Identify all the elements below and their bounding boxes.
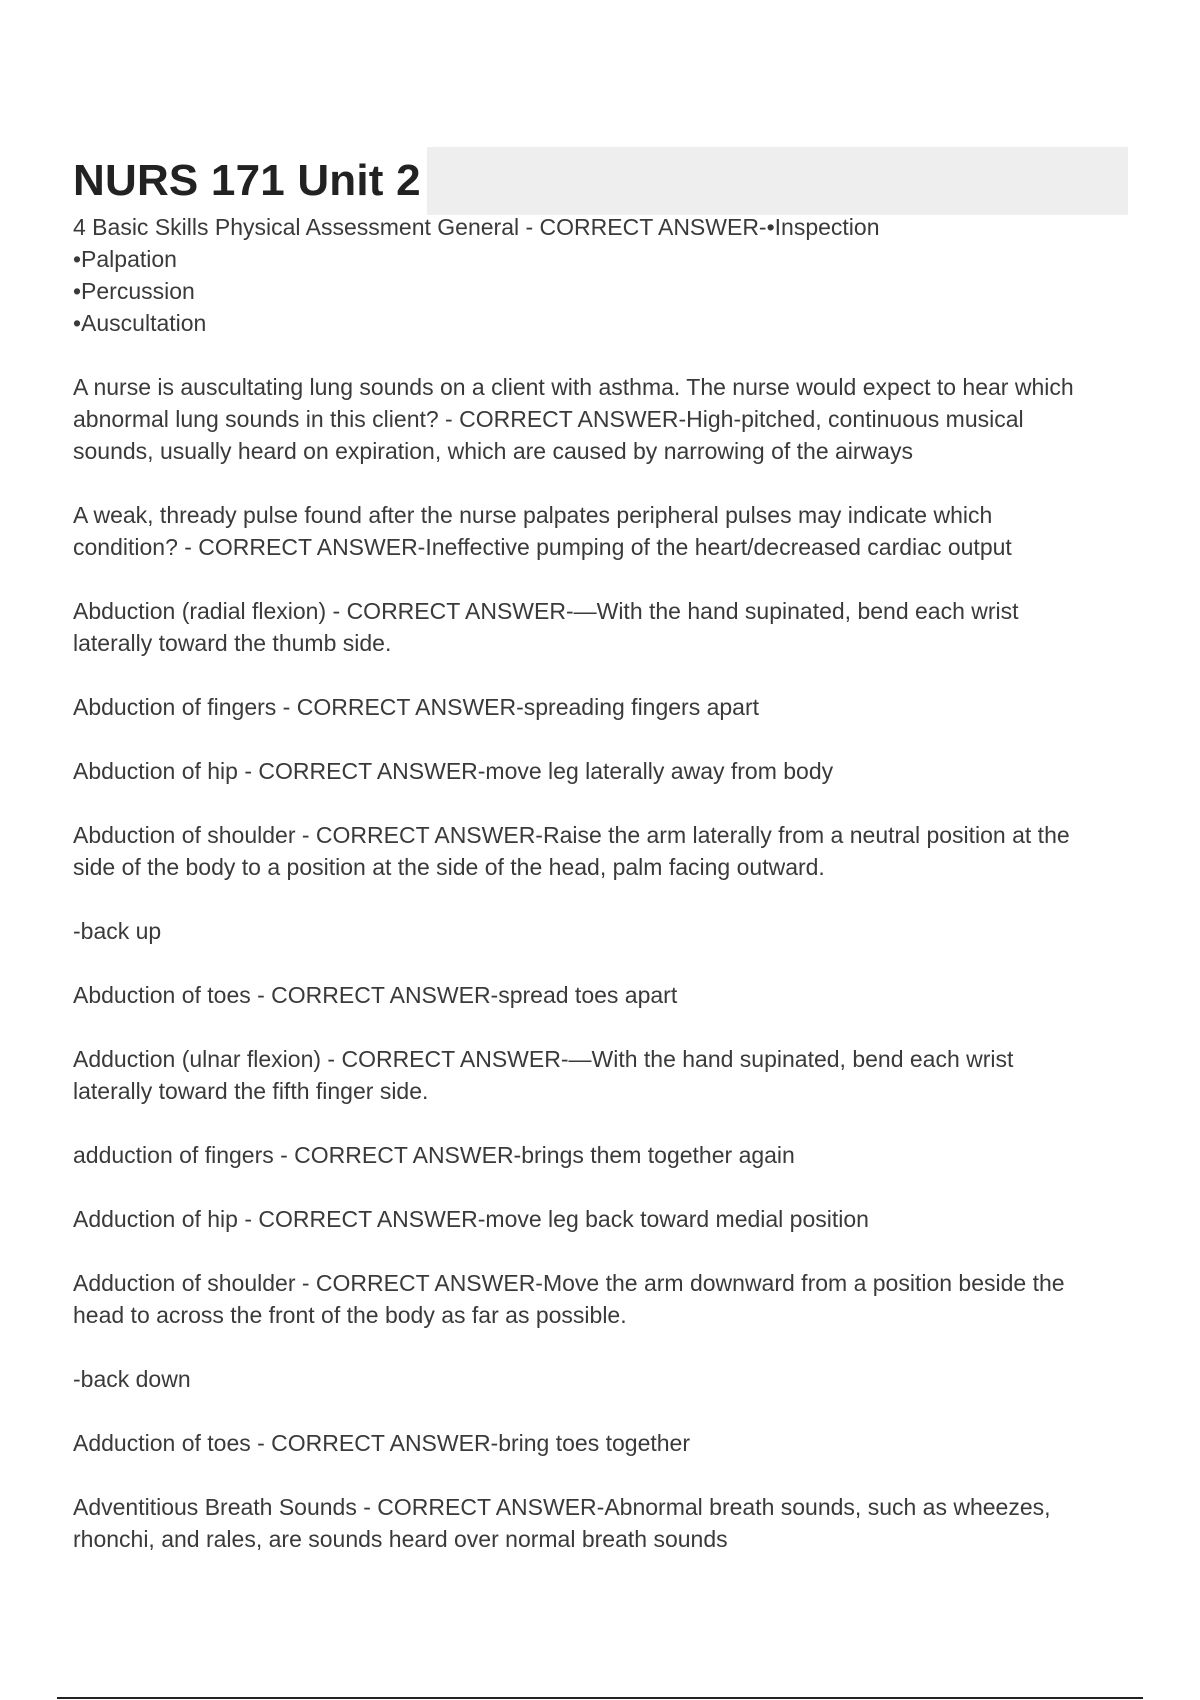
entry-line: sounds, usually heard on expiration, which are caused by narrowing of the airways: [73, 438, 913, 464]
entry-line: •Percussion: [73, 278, 195, 304]
qa-entry: [73, 979, 1133, 1011]
entry-line: •Auscultation: [73, 310, 207, 336]
entry-line: Adduction of hip - CORRECT ANSWER-move leg back toward medial position: [73, 1206, 869, 1232]
entry-line: Abduction of shoulder - CORRECT ANSWER-Raise the arm laterally from a neutral position at the: [73, 822, 1070, 848]
qa-entry: [73, 1363, 1133, 1395]
entry-line: adduction of fingers - CORRECT ANSWER-brings them together again: [73, 1142, 795, 1168]
qa-list: [73, 211, 1133, 1587]
entry-line: laterally toward the fifth finger side.: [73, 1078, 429, 1104]
entry-line: -back up: [73, 918, 162, 944]
entry-line: Adduction of toes - CORRECT ANSWER-bring toes together: [73, 1430, 691, 1456]
entry-line: Adventitious Breath Sounds - CORRECT ANSWER-Abnormal breath sounds, such as wheezes,: [73, 1494, 1051, 1520]
qa-entry: [73, 1427, 1133, 1459]
entry-line: Adduction (ulnar flexion) - CORRECT ANSWER-—With the hand supinated, bend each wrist: [73, 1046, 1014, 1072]
entry-line: Abduction of toes - CORRECT ANSWER-spread toes apart: [73, 982, 678, 1008]
entry-line: Abduction of hip - CORRECT ANSWER-move leg laterally away from body: [73, 758, 834, 784]
entry-line: rhonchi, and rales, are sounds heard over normal breath sounds: [73, 1526, 728, 1552]
qa-entry: [73, 819, 1133, 883]
entry-line: abnormal lung sounds in this client? - CORRECT ANSWER-High-pitched, continuous musical: [73, 406, 1024, 432]
entry-line: Adduction of shoulder - CORRECT ANSWER-Move the arm downward from a position beside the: [73, 1270, 1065, 1296]
qa-entry: [73, 1491, 1133, 1555]
entry-line: condition? - CORRECT ANSWER-Ineffective pumping of the heart/decreased cardiac output: [73, 534, 1012, 560]
qa-entry: [73, 595, 1133, 659]
qa-entry: [73, 691, 1133, 723]
footer-rule: [57, 1697, 1143, 1699]
qa-entry: [73, 915, 1133, 947]
entry-line: A weak, thready pulse found after the nurse palpates peripheral pulses may indicate which: [73, 502, 993, 528]
entry-line: A nurse is auscultating lung sounds on a client with asthma. The nurse would expect to hear which: [73, 374, 1074, 400]
entry-line: head to across the front of the body as far as possible.: [73, 1302, 627, 1328]
entry-line: 4 Basic Skills Physical Assessment General - CORRECT ANSWER-•Inspection: [73, 214, 880, 240]
entry-line: laterally toward the thumb side.: [73, 630, 392, 656]
qa-entry: [73, 1203, 1133, 1235]
qa-entry: [73, 1139, 1133, 1171]
entry-line: Abduction (radial flexion) - CORRECT ANSWER-—With the hand supinated, bend each wrist: [73, 598, 1019, 624]
entry-line: side of the body to a position at the side of the head, palm facing outward.: [73, 854, 825, 880]
qa-entry: [73, 755, 1133, 787]
qa-entry: [73, 371, 1133, 467]
entry-line: •Palpation: [73, 246, 177, 272]
entry-line: -back down: [73, 1366, 191, 1392]
qa-entry: [73, 1267, 1133, 1331]
qa-entry: [73, 499, 1133, 563]
qa-entry: [73, 1043, 1133, 1107]
page-title: NURS 171 Unit 2: [73, 147, 427, 215]
entry-line: Abduction of fingers - CORRECT ANSWER-spreading fingers apart: [73, 694, 760, 720]
qa-entry: [73, 211, 1133, 339]
